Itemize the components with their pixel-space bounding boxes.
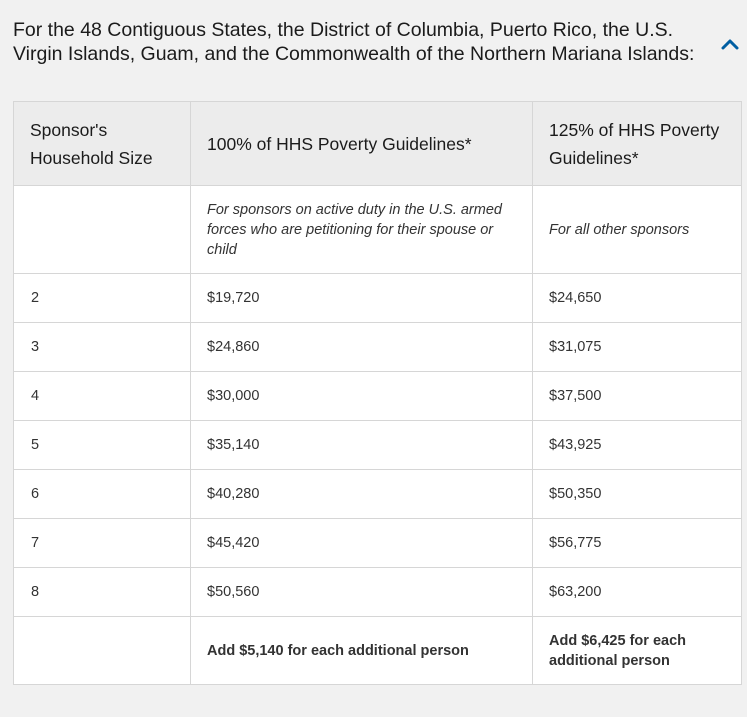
table-row [14,519,742,568]
table-notes-row [14,186,742,274]
pct100-cell: $40,280 [191,470,533,519]
pct100-cell: $45,420 [191,519,533,568]
pct125-cell: $50,350 [533,470,742,519]
table-row [14,470,742,519]
table-header-row [14,102,742,186]
table-row [14,421,742,470]
pct125-cell: $37,500 [533,372,742,421]
table-row [14,274,742,323]
household-size-cell: 8 [14,568,191,617]
pct100-cell: $19,720 [191,274,533,323]
pct100-cell: $30,000 [191,372,533,421]
pct125-cell: $31,075 [533,323,742,372]
household-size-cell: 2 [14,274,191,323]
household-size-cell: 4 [14,372,191,421]
note-125-percent: For all other sponsors [533,186,742,274]
table-row [14,568,742,617]
chevron-up-icon [718,33,742,57]
poverty-guidelines-table [13,101,742,685]
accordion-toggle-button[interactable] [718,33,742,57]
poverty-guidelines-table-wrapper [13,101,741,686]
note-household-size [14,186,191,274]
pct100-cell: $24,860 [191,323,533,372]
header-125-percent: 125% of HHS Poverty Guidelines* [533,102,742,186]
table-row [14,372,742,421]
household-size-cell: 6 [14,470,191,519]
pct125-cell: $24,650 [533,274,742,323]
pct125-cell: $43,925 [533,421,742,470]
header-household-size: Sponsor's Household Size [14,102,191,186]
accordion-heading: For the 48 Contiguous States, the District of Columbia, Puerto Rico, the U.S. Virgin Islands, Guam, and the Commonwealth of the Northern Mariana Islands: [13,19,695,65]
table-additional-person-row [14,617,742,685]
household-size-cell: 5 [14,421,191,470]
additional-pct125-cell: Add $6,425 for each additional person [533,617,742,685]
additional-pct100-cell: Add $5,140 for each additional person [191,617,533,685]
note-100-percent: For sponsors on active duty in the U.S. armed forces who are petitioning for their spouse or child [191,186,533,274]
pct100-cell: $35,140 [191,421,533,470]
header-100-percent: 100% of HHS Poverty Guidelines* [191,102,533,186]
pct125-cell: $56,775 [533,519,742,568]
pct100-cell: $50,560 [191,568,533,617]
pct125-cell: $63,200 [533,568,742,617]
household-size-cell: 7 [14,519,191,568]
household-size-cell: 3 [14,323,191,372]
table-row [14,323,742,372]
additional-household-size-cell [14,617,191,685]
